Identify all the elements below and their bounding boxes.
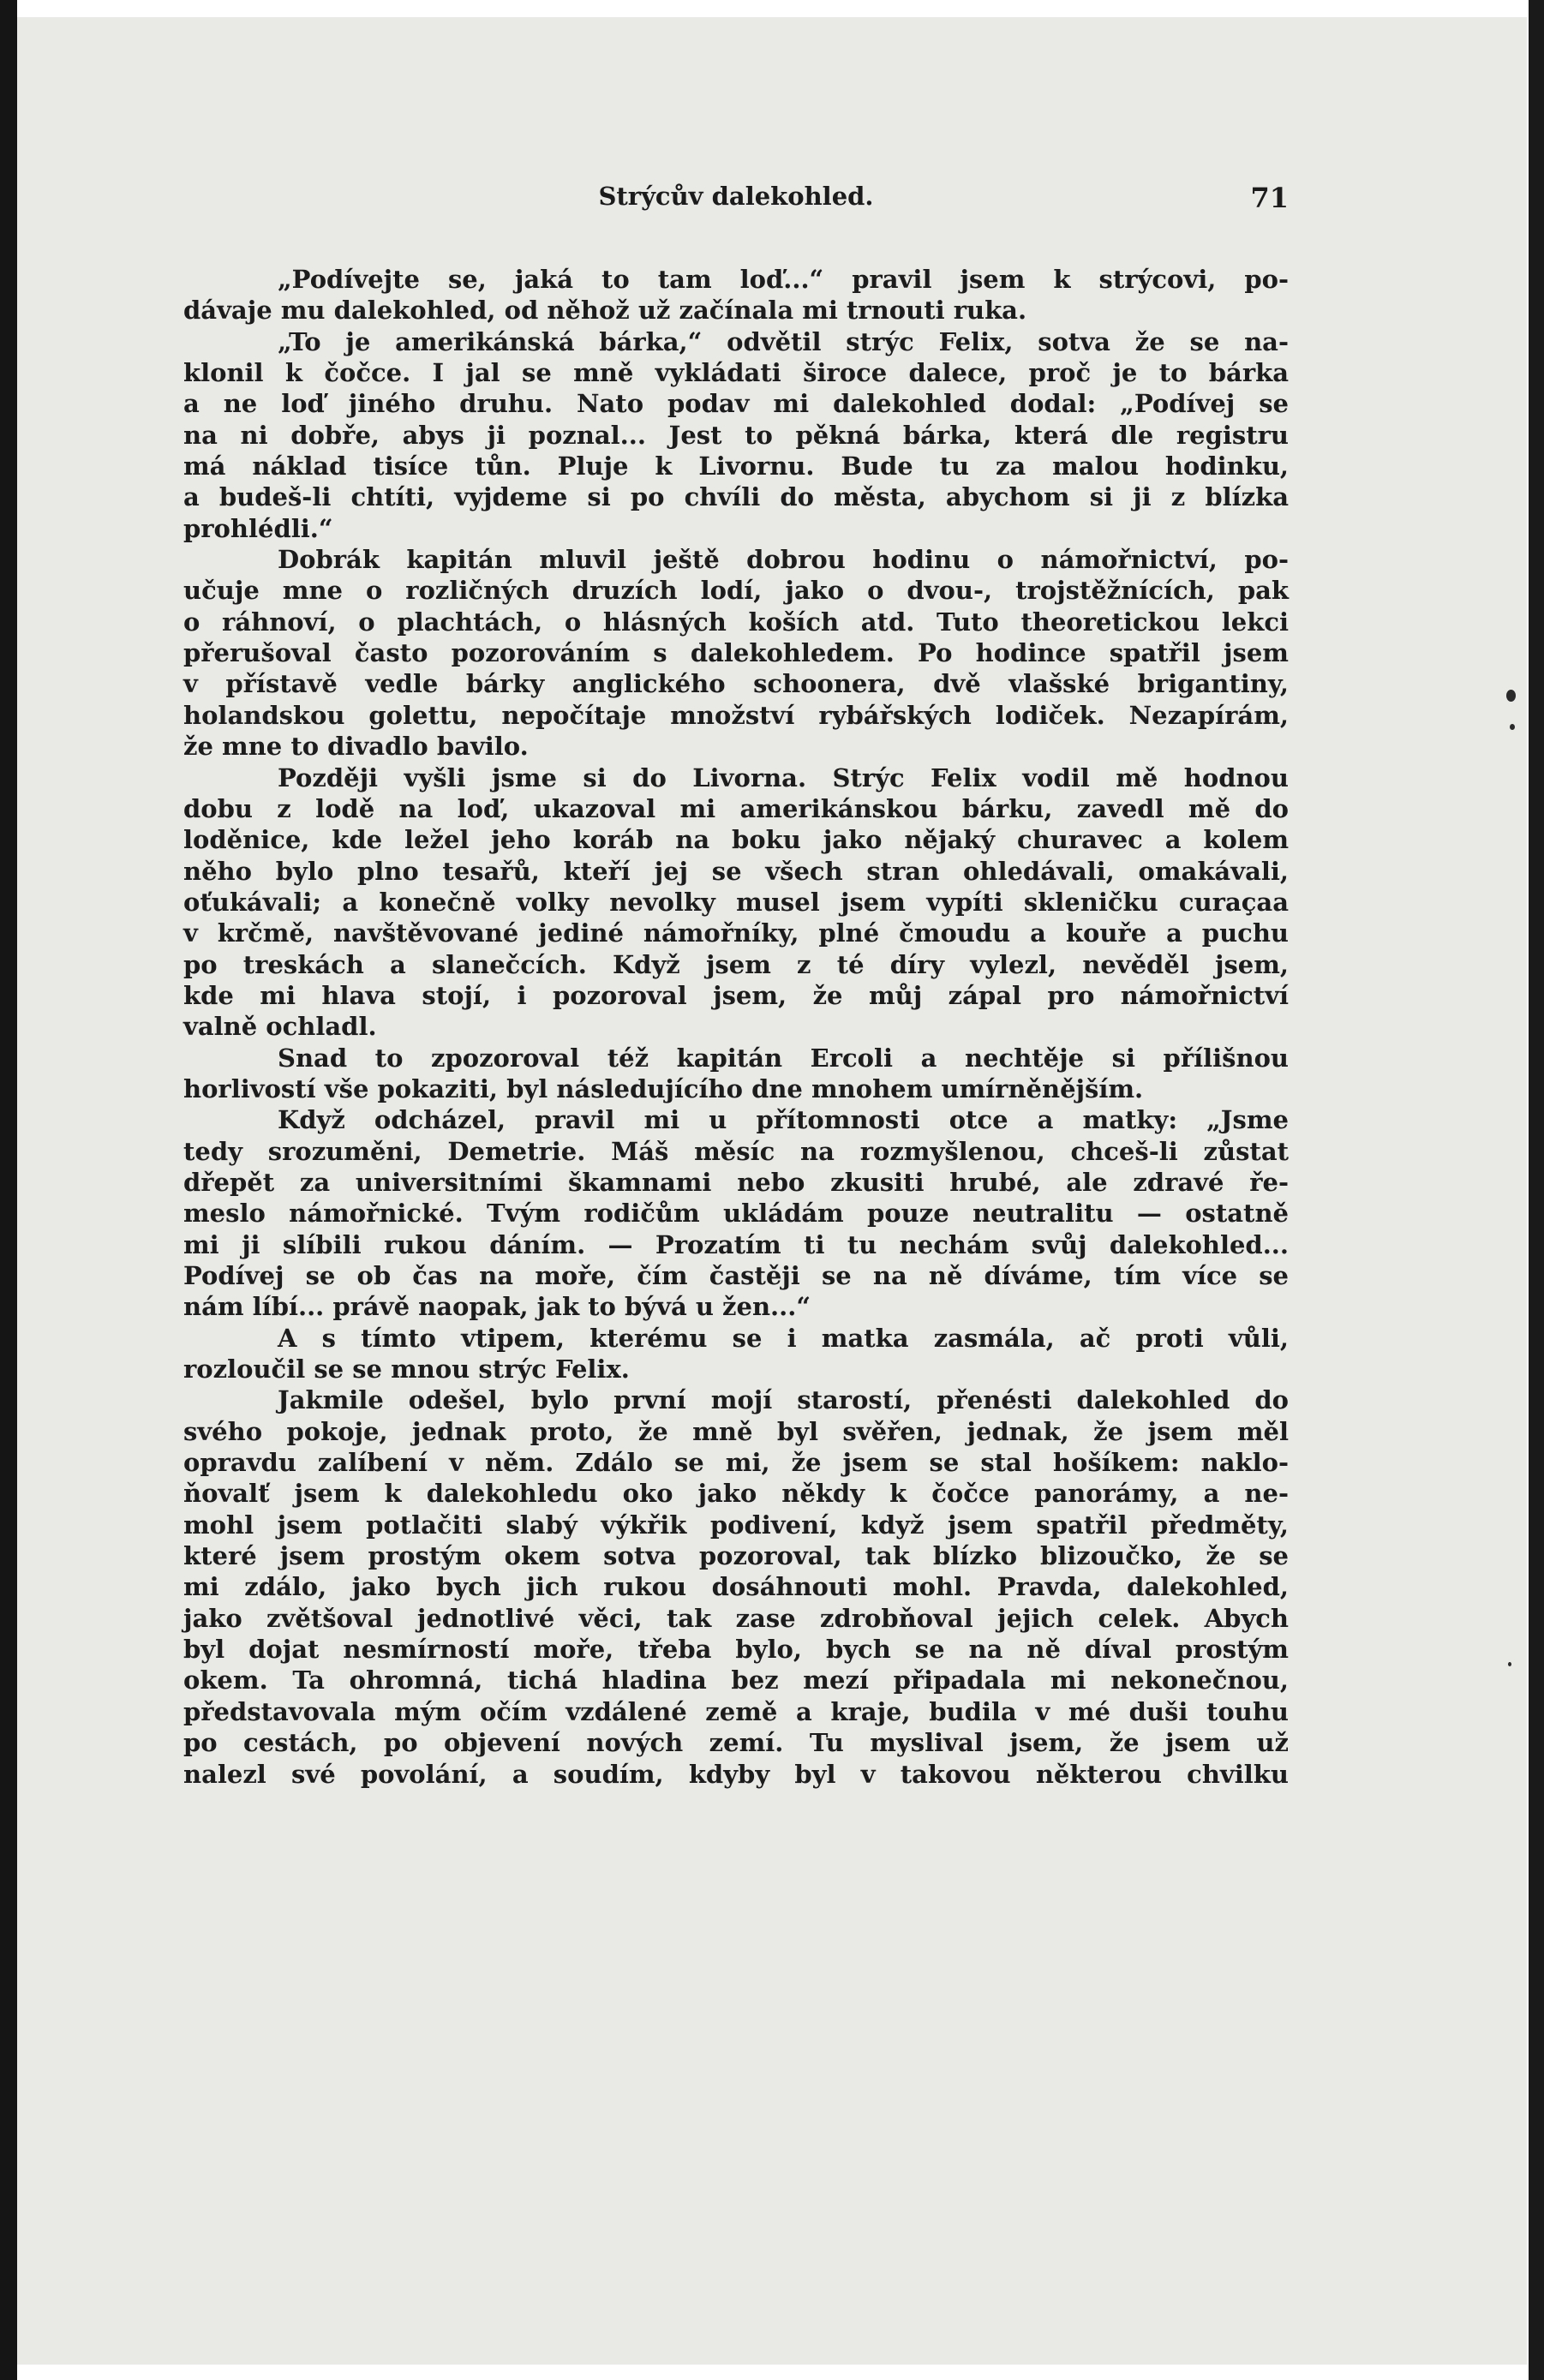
page-number: 71 xyxy=(1250,182,1289,214)
text-line: nalezl své povolání, a soudím, kdyby byl v takovou některou chvilku xyxy=(183,1759,1289,1789)
text-line: ňovalť jsem k dalekohledu oko jako někdy k čočce panorámy, a ne- xyxy=(183,1479,1289,1509)
scan-right-edge xyxy=(1529,0,1544,2380)
scan-speck xyxy=(1506,690,1516,702)
text-line: po treskách a slanečcích. Když jsem z té díry vylezl, nevěděl jsem, xyxy=(183,949,1289,979)
text-line: mi zdálo, jako bych jich rukou dosáhnouti mohl. Pravda, dalekohled, xyxy=(183,1572,1289,1602)
text-line: svého pokoje, jednak proto, že mně byl svěřen, jednak, že jsem měl xyxy=(183,1416,1289,1446)
text-line: přerušoval často pozorováním s dalekohledem. Po hodince spatřil jsem xyxy=(183,638,1289,668)
text-line: představovala mým očím vzdálené země a kraje, budila v mé duši touhu xyxy=(183,1696,1289,1726)
text-line: prohlédli.“ xyxy=(183,513,333,543)
text-line: nám líbí... právě naopak, jak to bývá u žen...“ xyxy=(183,1292,811,1322)
text-line: Když odcházel, pravil mi u přítomnosti otce a matky: „Jsme xyxy=(278,1105,1289,1135)
text-line: mohl jsem potlačiti slabý výkřik podivení, když jsem spatřil předměty, xyxy=(183,1510,1289,1540)
body-text xyxy=(183,264,1289,1790)
text-line: klonil k čočce. I jal se mně vykládati široce dalece, proč je to bárka xyxy=(183,358,1289,388)
text-line: a ne loď jiného druhu. Nato podav mi dalekohled dodal: „Podívej se xyxy=(183,389,1289,419)
text-line: Jakmile odešel, bylo první mojí starostí, přenésti dalekohled do xyxy=(278,1385,1289,1415)
text-line: učuje mne o rozličných druzích lodí, jako o dvou-, trojstěžnících, pak xyxy=(183,576,1289,606)
text-line: loděnice, kde ležel jeho koráb na boku jako nějaký churavec a kolem xyxy=(183,825,1289,855)
text-line: A s tímto vtipem, kterému se i matka zasmála, ač proti vůli, xyxy=(278,1323,1289,1353)
text-line: po cestách, po objevení nových zemí. Tu myslival jsem, že jsem už xyxy=(183,1728,1289,1758)
text-line: má náklad tisíce tůn. Pluje k Livornu. Bude tu za malou hodinku, xyxy=(183,451,1289,481)
text-line: dobu z lodě na loď, ukazoval mi amerikánskou bárku, zavedl mě do xyxy=(183,793,1289,823)
running-title: Strýcův dalekohled. xyxy=(598,182,874,211)
text-line: Později vyšli jsme si do Livorna. Strýc Felix vodil mě hodnou xyxy=(278,762,1289,792)
page-header xyxy=(183,182,1289,224)
text-line: rozloučil se se mnou strýc Felix. xyxy=(183,1354,630,1384)
text-line: „To je amerikánská bárka,“ odvětil strýc Felix, sotva že se na- xyxy=(278,326,1289,356)
text-line: dávaje mu dalekohled, od něhož už začínala mi trnouti ruka. xyxy=(183,296,1027,326)
text-line: v přístavě vedle bárky anglického schoonera, dvě vlašské brigantiny, xyxy=(183,669,1289,699)
text-line: „Podívejte se, jaká to tam loď...“ pravil jsem k strýcovi, po- xyxy=(278,265,1289,294)
text-line: horlivostí vše pokaziti, byl následujícího dne mnohem umírněnějším. xyxy=(183,1073,1144,1103)
text-line: jako zvětšoval jednotlivé věci, tak zase zdrobňoval jejich celek. Abych xyxy=(183,1603,1289,1633)
text-line: Dobrák kapitán mluvil ještě dobrou hodinu o námořnictví, po- xyxy=(278,545,1289,575)
text-line: dřepět za universitními škamnami nebo zkusiti hrubé, ale zdravé ře- xyxy=(183,1167,1289,1197)
text-line: něho bylo plno tesařů, kteří jej se všech stran ohledávali, omakávali, xyxy=(183,856,1289,886)
text-line: meslo námořnické. Tvým rodičům ukládám pouze neutralitu — ostatně xyxy=(183,1199,1289,1229)
text-line: oťukávali; a konečně volky nevolky musel jsem vypíti skleničku curaçaa xyxy=(183,887,1289,917)
text-line: holandskou golettu, nepočítaje množství rybářských lodiček. Nezapírám, xyxy=(183,700,1289,730)
text-line: byl dojat nesmírností moře, třeba bylo, bych se na ně díval prostým xyxy=(183,1635,1289,1665)
text-line: valně ochladl. xyxy=(183,1012,377,1042)
text-line: okem. Ta ohromná, tichá hladina bez mezí připadala mi nekonečnou, xyxy=(183,1665,1289,1695)
scan-speck xyxy=(1510,724,1515,730)
text-line: tedy srozuměni, Demetrie. Máš měsíc na rozmyšlenou, chceš-li zůstat xyxy=(183,1136,1289,1166)
text-line: Snad to zpozoroval též kapitán Ercoli a nechtěje si přílišnou xyxy=(278,1043,1289,1073)
text-line: které jsem prostým okem sotva pozoroval, tak blízko blizoučko, že se xyxy=(183,1541,1289,1571)
text-line: kde mi hlava stojí, i pozoroval jsem, že můj zápal pro námořnictví xyxy=(183,980,1289,1010)
text-line: opravdu zalíbení v něm. Zdálo se mi, že jsem se stal hošíkem: naklo- xyxy=(183,1448,1289,1478)
text-line: a budeš-li chtíti, vyjdeme si po chvíli do města, abychom si ji z blízka xyxy=(183,482,1289,512)
text-line: v krčmě, navštěvované jediné námořníky, plné čmoudu a kouře a puchu xyxy=(183,918,1289,948)
text-line: mi ji slíbili rukou dáním. — Prozatím ti tu nechám svůj dalekohled... xyxy=(183,1229,1289,1259)
text-line: o ráhnoví, o plachtách, o hlásných koších atd. Tuto theoretickou lekci xyxy=(183,607,1289,637)
text-line: na ni dobře, abys ji poznal... Jest to pěkná bárka, která dle registru xyxy=(183,420,1289,450)
scan-left-edge xyxy=(0,0,17,2380)
text-line: Podívej se ob čas na moře, čím častěji se na ně díváme, tím více se xyxy=(183,1261,1289,1290)
scan-speck xyxy=(1508,1662,1511,1666)
text-line: že mne to divadlo bavilo. xyxy=(183,732,529,762)
